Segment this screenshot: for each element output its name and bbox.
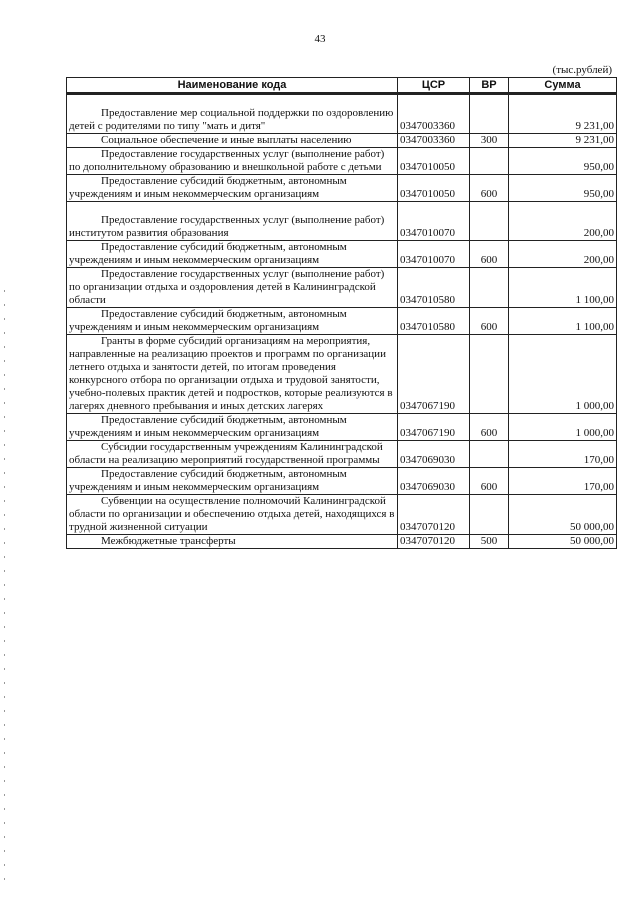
row-sum: 50 000,00 [509, 535, 617, 549]
row-sum: 1 000,00 [509, 414, 617, 441]
row-sum: 9 231,00 [509, 107, 617, 134]
row-vr [470, 148, 509, 175]
table-row [67, 214, 617, 241]
row-sum: 1 000,00 [509, 335, 617, 414]
row-vr: 600 [470, 468, 509, 495]
row-csr: 0347067190 [398, 335, 470, 414]
table-row [67, 241, 617, 268]
header-vr: ВР [470, 78, 509, 94]
budget-table [66, 77, 617, 549]
row-vr [470, 441, 509, 468]
row-csr: 0347010580 [398, 308, 470, 335]
row-sum: 950,00 [509, 148, 617, 175]
row-csr: 0347003360 [398, 107, 470, 134]
table-row [67, 468, 617, 495]
row-vr: 500 [470, 535, 509, 549]
row-name: Предоставление государственных услуг (выполнение работ) по организации отдыха и оздоровления детей в Калининградской области [69, 268, 385, 306]
row-csr: 0347010580 [398, 268, 470, 308]
row-sum: 200,00 [509, 214, 617, 241]
page-number: 43 [314, 33, 326, 45]
row-csr: 0347070120 [398, 535, 470, 549]
spacer-row [67, 94, 617, 108]
row-sum: 170,00 [509, 441, 617, 468]
units-label: (тыс.рублей) [552, 64, 612, 76]
row-name: Гранты в форме субсидий организациям на мероприятия, направленные на реализацию проектов и программ по организации летнего отдыха и занятости детей, по итогам проведения конкурсного отбора по организации отдыха и трудовой занятости, учебно-полевых практик детей и подростков, которые реализуются в лагерях дневного пребывания и иных детских лагерях [69, 335, 393, 412]
row-csr: 0347010070 [398, 241, 470, 268]
header-sum: Сумма [509, 78, 617, 94]
spacer-row [67, 202, 617, 215]
table-row [67, 335, 617, 414]
row-sum: 200,00 [509, 241, 617, 268]
row-csr: 0347003360 [398, 134, 470, 148]
table-row [67, 107, 617, 134]
table-row [67, 134, 617, 148]
row-name: Социальное обеспечение и иные выплаты населению [101, 134, 352, 146]
row-vr [470, 107, 509, 134]
row-sum: 950,00 [509, 175, 617, 202]
row-vr: 300 [470, 134, 509, 148]
table-row [67, 148, 617, 175]
row-vr [470, 268, 509, 308]
row-csr: 0347069030 [398, 468, 470, 495]
row-name: Межбюджетные трансферты [101, 535, 236, 547]
table-row [67, 535, 617, 549]
row-sum: 1 100,00 [509, 308, 617, 335]
row-csr: 0347010050 [398, 175, 470, 202]
row-csr: 0347010050 [398, 148, 470, 175]
row-csr: 0347070120 [398, 495, 470, 535]
row-vr: 600 [470, 308, 509, 335]
row-name: Предоставление субсидий бюджетным, автономным учреждениям и иным некоммерческим организациям [69, 241, 347, 266]
row-vr: 600 [470, 241, 509, 268]
row-vr [470, 335, 509, 414]
row-sum: 1 100,00 [509, 268, 617, 308]
row-vr [470, 214, 509, 241]
row-name: Субвенции на осуществление полномочий Калининградской области по организации и обеспечению отдыха детей, находящихся в трудной жизненной ситуации [69, 495, 395, 533]
row-name: Предоставление субсидий бюджетным, автономным учреждениям и иным некоммерческим организациям [69, 308, 347, 333]
header-csr: ЦСР [398, 78, 470, 94]
row-name: Предоставление государственных услуг (выполнение работ) институтом развития образования [69, 214, 385, 239]
row-vr: 600 [470, 414, 509, 441]
row-csr: 0347067190 [398, 414, 470, 441]
header-name: Наименование кода [67, 78, 398, 94]
table-row [67, 268, 617, 308]
table-row [67, 495, 617, 535]
row-name: Субсидии государственным учреждениям Калининградской области на реализацию мероприятий государственной программы [69, 441, 383, 466]
row-sum: 9 231,00 [509, 134, 617, 148]
row-name: Предоставление субсидий бюджетным, автономным учреждениям и иным некоммерческим организациям [69, 468, 347, 493]
table-row [67, 308, 617, 335]
row-vr [470, 495, 509, 535]
row-sum: 50 000,00 [509, 495, 617, 535]
row-vr: 600 [470, 175, 509, 202]
table-row [67, 414, 617, 441]
margin-marks [4, 290, 5, 890]
row-name: Предоставление субсидий бюджетным, автономным учреждениям и иным некоммерческим организациям [69, 175, 347, 200]
table-row [67, 175, 617, 202]
table-row [67, 441, 617, 468]
row-sum: 170,00 [509, 468, 617, 495]
row-csr: 0347010070 [398, 214, 470, 241]
row-csr: 0347069030 [398, 441, 470, 468]
table-header-row [67, 78, 617, 94]
row-name: Предоставление субсидий бюджетным, автономным учреждениям и иным некоммерческим организациям [69, 414, 347, 439]
row-name: Предоставление государственных услуг (выполнение работ) по дополнительному образованию и внешкольной работе с детьми [69, 148, 385, 173]
row-name: Предоставление мер социальной поддержки по оздоровлению детей с родителями по типу "мать и дитя" [69, 107, 394, 132]
